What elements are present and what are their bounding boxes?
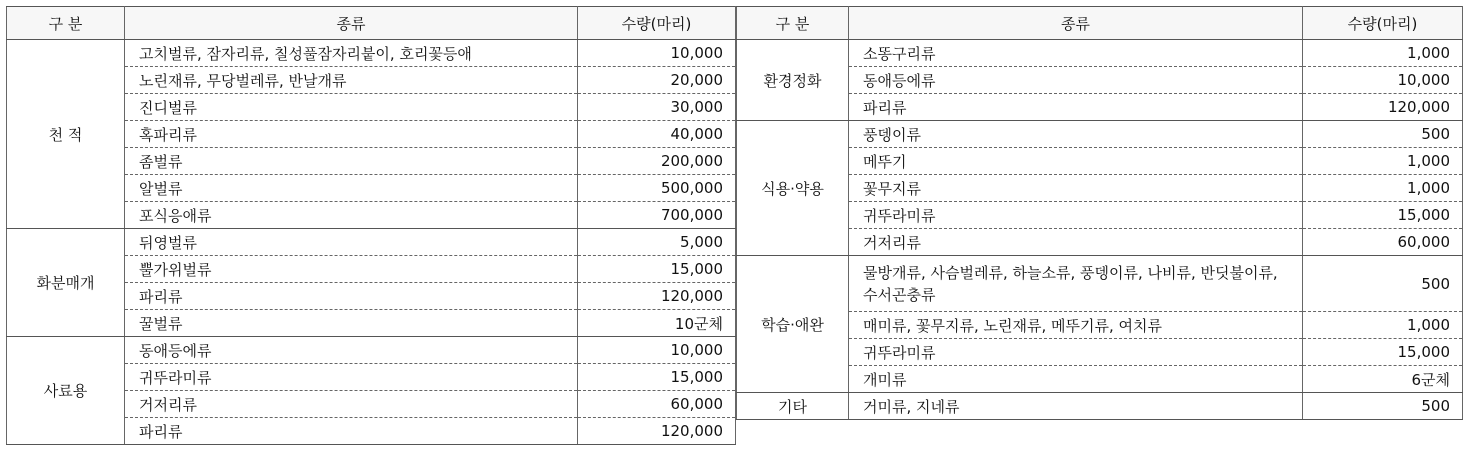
table-row bbox=[737, 393, 1463, 420]
quantity-cell: 60,000 bbox=[1303, 229, 1463, 256]
item-name-cell: 거저리류 bbox=[125, 391, 578, 418]
item-name-cell: 매미류, 꽃무지류, 노린재류, 메뚜기류, 여치류 bbox=[849, 312, 1303, 339]
item-name-cell: 뿔가위벌류 bbox=[125, 256, 578, 283]
item-name-cell: 고치벌류, 잠자리류, 칠성풀잠자리붙이, 호리꽃등애 bbox=[125, 40, 578, 67]
quantity-cell: 120,000 bbox=[578, 418, 736, 445]
category-cell: 천 적 bbox=[7, 40, 125, 229]
quantity-cell: 700,000 bbox=[578, 202, 736, 229]
item-name-cell: 물방개류, 사슴벌레류, 하늘소류, 풍뎅이류, 나비류, 반딧불이류, 수서곤충류 bbox=[849, 256, 1303, 312]
quantity-cell: 1,000 bbox=[1303, 40, 1463, 67]
item-name-cell: 파리류 bbox=[125, 418, 578, 445]
table-row bbox=[737, 40, 1463, 67]
header-category: 구 분 bbox=[7, 7, 125, 40]
insect-table-right bbox=[736, 6, 1463, 420]
header-category: 구 분 bbox=[737, 7, 849, 40]
table-row bbox=[7, 337, 736, 364]
table-body-left bbox=[7, 40, 736, 445]
quantity-cell: 120,000 bbox=[578, 283, 736, 310]
quantity-cell: 500 bbox=[1303, 256, 1463, 312]
item-name-cell: 거저리류 bbox=[849, 229, 1303, 256]
quantity-cell: 20,000 bbox=[578, 67, 736, 94]
item-name-cell: 동애등에류 bbox=[125, 337, 578, 364]
item-name-cell: 파리류 bbox=[125, 283, 578, 310]
quantity-cell: 1,000 bbox=[1303, 175, 1463, 202]
table-row bbox=[737, 256, 1463, 312]
item-name-cell: 거미류, 지네류 bbox=[849, 393, 1303, 420]
quantity-cell: 5,000 bbox=[578, 229, 736, 256]
table-row bbox=[7, 40, 736, 67]
item-name-cell: 좀벌류 bbox=[125, 148, 578, 175]
quantity-cell: 1,000 bbox=[1303, 312, 1463, 339]
quantity-cell: 200,000 bbox=[578, 148, 736, 175]
insect-table-left bbox=[6, 6, 736, 445]
item-name-cell: 귀뚜라미류 bbox=[849, 202, 1303, 229]
quantity-cell: 120,000 bbox=[1303, 94, 1463, 121]
quantity-cell: 15,000 bbox=[1303, 339, 1463, 366]
quantity-cell: 10,000 bbox=[1303, 67, 1463, 94]
quantity-cell: 500 bbox=[1303, 393, 1463, 420]
quantity-cell: 500 bbox=[1303, 121, 1463, 148]
item-name-cell: 꽃무지류 bbox=[849, 175, 1303, 202]
table-body-right bbox=[737, 40, 1463, 420]
quantity-cell: 500,000 bbox=[578, 175, 736, 202]
table-row bbox=[737, 121, 1463, 148]
quantity-cell: 6군체 bbox=[1303, 366, 1463, 393]
category-cell: 환경정화 bbox=[737, 40, 849, 121]
quantity-cell: 15,000 bbox=[1303, 202, 1463, 229]
quantity-cell: 10,000 bbox=[578, 40, 736, 67]
item-name-cell: 소똥구리류 bbox=[849, 40, 1303, 67]
item-name-cell: 뒤영벌류 bbox=[125, 229, 578, 256]
item-name-cell: 풍뎅이류 bbox=[849, 121, 1303, 148]
item-name-cell: 귀뚜라미류 bbox=[125, 364, 578, 391]
header-quantity: 수량(마리) bbox=[1303, 7, 1463, 40]
item-name-cell: 혹파리류 bbox=[125, 121, 578, 148]
item-name-cell: 귀뚜라미류 bbox=[849, 339, 1303, 366]
item-name-cell: 알벌류 bbox=[125, 175, 578, 202]
item-name-cell: 동애등에류 bbox=[849, 67, 1303, 94]
quantity-cell: 10군체 bbox=[578, 310, 736, 337]
item-name-cell: 포식응애류 bbox=[125, 202, 578, 229]
quantity-cell: 30,000 bbox=[578, 94, 736, 121]
item-name-cell: 노린재류, 무당벌레류, 반날개류 bbox=[125, 67, 578, 94]
quantity-cell: 10,000 bbox=[578, 337, 736, 364]
category-cell: 기타 bbox=[737, 393, 849, 420]
header-type: 종류 bbox=[125, 7, 578, 40]
category-cell: 식용·약용 bbox=[737, 121, 849, 256]
quantity-cell: 60,000 bbox=[578, 391, 736, 418]
item-name-cell: 꿀벌류 bbox=[125, 310, 578, 337]
quantity-cell: 15,000 bbox=[578, 364, 736, 391]
item-name-cell: 파리류 bbox=[849, 94, 1303, 121]
quantity-cell: 15,000 bbox=[578, 256, 736, 283]
item-name-cell: 메뚜기 bbox=[849, 148, 1303, 175]
category-cell: 학습·애완 bbox=[737, 256, 849, 393]
category-cell: 화분매개 bbox=[7, 229, 125, 337]
item-name-cell: 진디벌류 bbox=[125, 94, 578, 121]
header-row bbox=[737, 7, 1463, 40]
table-row bbox=[7, 229, 736, 256]
quantity-cell: 40,000 bbox=[578, 121, 736, 148]
item-name-cell: 개미류 bbox=[849, 366, 1303, 393]
header-type: 종류 bbox=[849, 7, 1303, 40]
category-cell: 사료용 bbox=[7, 337, 125, 445]
header-quantity: 수량(마리) bbox=[578, 7, 736, 40]
header-row bbox=[7, 7, 736, 40]
quantity-cell: 1,000 bbox=[1303, 148, 1463, 175]
